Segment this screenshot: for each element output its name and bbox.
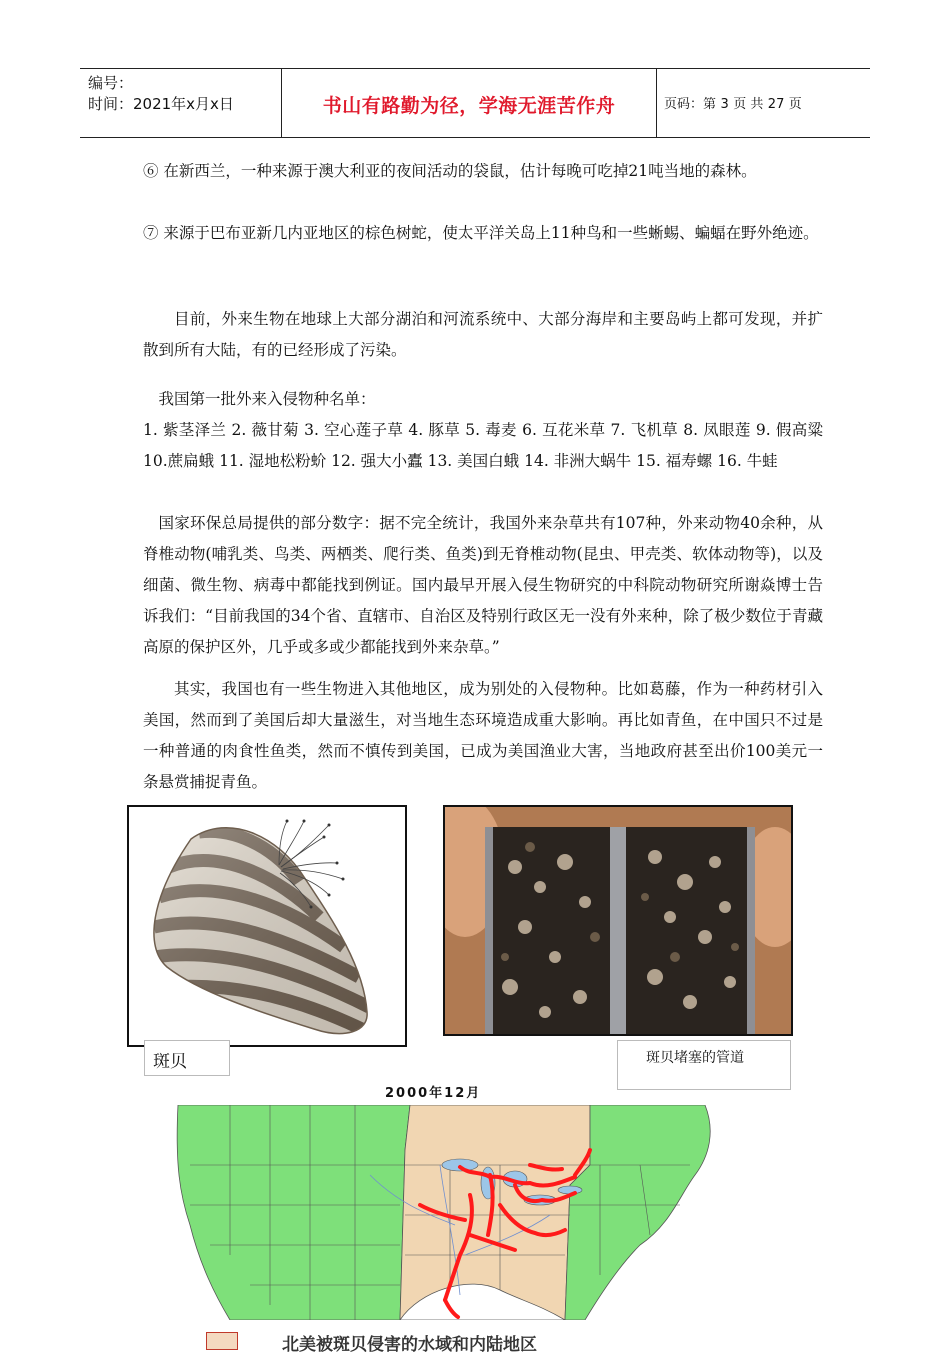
map-title: 2000年12月 xyxy=(385,1086,482,1101)
page-counter xyxy=(664,93,802,112)
caption-pipe-text: 斑贝堵塞的管道 xyxy=(646,1050,744,1066)
invasive-species-list: 1. 紫茎泽兰 2. 薇甘菊 3. 空心莲子草 4. 豚草 5. 毒麦 6. 互花米草 7. 飞机草 8. 凤眼莲 9. 假高粱 10.蔗扁蛾 11. 湿地松粉蚧 12. 强大小蠹 13. 美国白蛾 14. 非洲大蜗牛 15. 福寿螺 16. 牛蛙 xyxy=(143,421,823,470)
header-meta xyxy=(88,73,234,115)
page-total: 27 xyxy=(767,97,785,112)
paragraph-china-species: 其实，我国也有一些生物进入其他地区，成为别处的入侵物种。比如葛藤，作为一种药材引入美国，然而到了美国后却大量滋生，对当地生态环境造成重大影响。再比如青鱼，在中国只不过是一种普通的肉食性鱼类，然而不慎传到美国，已成为美国渔业大害，当地政府甚至出价100美元一条悬赏捕捉青鱼。 xyxy=(143,680,823,791)
map-legend-swatch xyxy=(206,1332,238,1350)
page-prefix: 页码：第 xyxy=(664,97,717,112)
caption-mussel xyxy=(144,1040,230,1076)
caption-pipe xyxy=(617,1040,791,1090)
north-america-map xyxy=(170,1105,730,1320)
doc-time-label: 时间：2021年x月x日 xyxy=(88,95,234,113)
caption-mussel-text: 斑贝 xyxy=(153,1052,187,1072)
paragraph-current-status: 目前，外来生物在地球上大部分湖泊和河流系统中、大部分海岸和主要岛屿上都可发现，并扩散到所有大陆，有的已经形成了污染。 xyxy=(143,310,823,359)
page-suffix: 页 xyxy=(788,97,802,112)
list-title: 我国第一批外来入侵物种名单： xyxy=(158,390,376,408)
zebra-mussel-illustration xyxy=(129,807,405,1045)
paragraph-statistics: 国家环保总局提供的部分数字：据不完全统计，我国外来杂草共有107种，外来动物40余种，从脊椎动物(哺乳类、鸟类、两栖类、爬行类、鱼类)到无脊椎动物(昆虫、甲壳类、软体动物等)，以及细菌、微生物、病毒中都能找到例证。国内最早开展入侵生物研究的中科院动物研究所谢焱博士告诉我们：“目前我国的34个省、直辖市、自治区及特别行政区无一没有外来种，除了极少数位于青藏高原的保护区外，几乎或多或少都能找到外来杂草。” xyxy=(143,514,823,656)
header-divider xyxy=(656,69,657,137)
page-current: 3 xyxy=(720,97,729,112)
header-motto: 书山有路勤为径，学海无涯苦作舟 xyxy=(322,95,616,117)
page-header xyxy=(80,68,870,138)
doc-number-label: 编号： xyxy=(88,74,134,92)
clogged-pipe-illustration xyxy=(445,807,791,1034)
paragraph-item-6: ⑥ 在新西兰，一种来源于澳大利亚的夜间活动的袋鼠，估计每晚可吃掉21吨当地的森林。 xyxy=(143,162,757,180)
page-mid: 页 共 xyxy=(733,97,764,112)
clogged-pipe-photo xyxy=(443,805,793,1036)
map-legend-label: 北美被斑贝侵害的水域和内陆地区 xyxy=(282,1335,537,1355)
zebra-mussel-photo xyxy=(127,805,407,1047)
paragraph-item-7: ⑦ 来源于巴布亚新几内亚地区的棕色树蛇，使太平洋关岛上11种鸟和一些蜥蜴、蝙蝠在野外绝迹。 xyxy=(143,224,819,242)
